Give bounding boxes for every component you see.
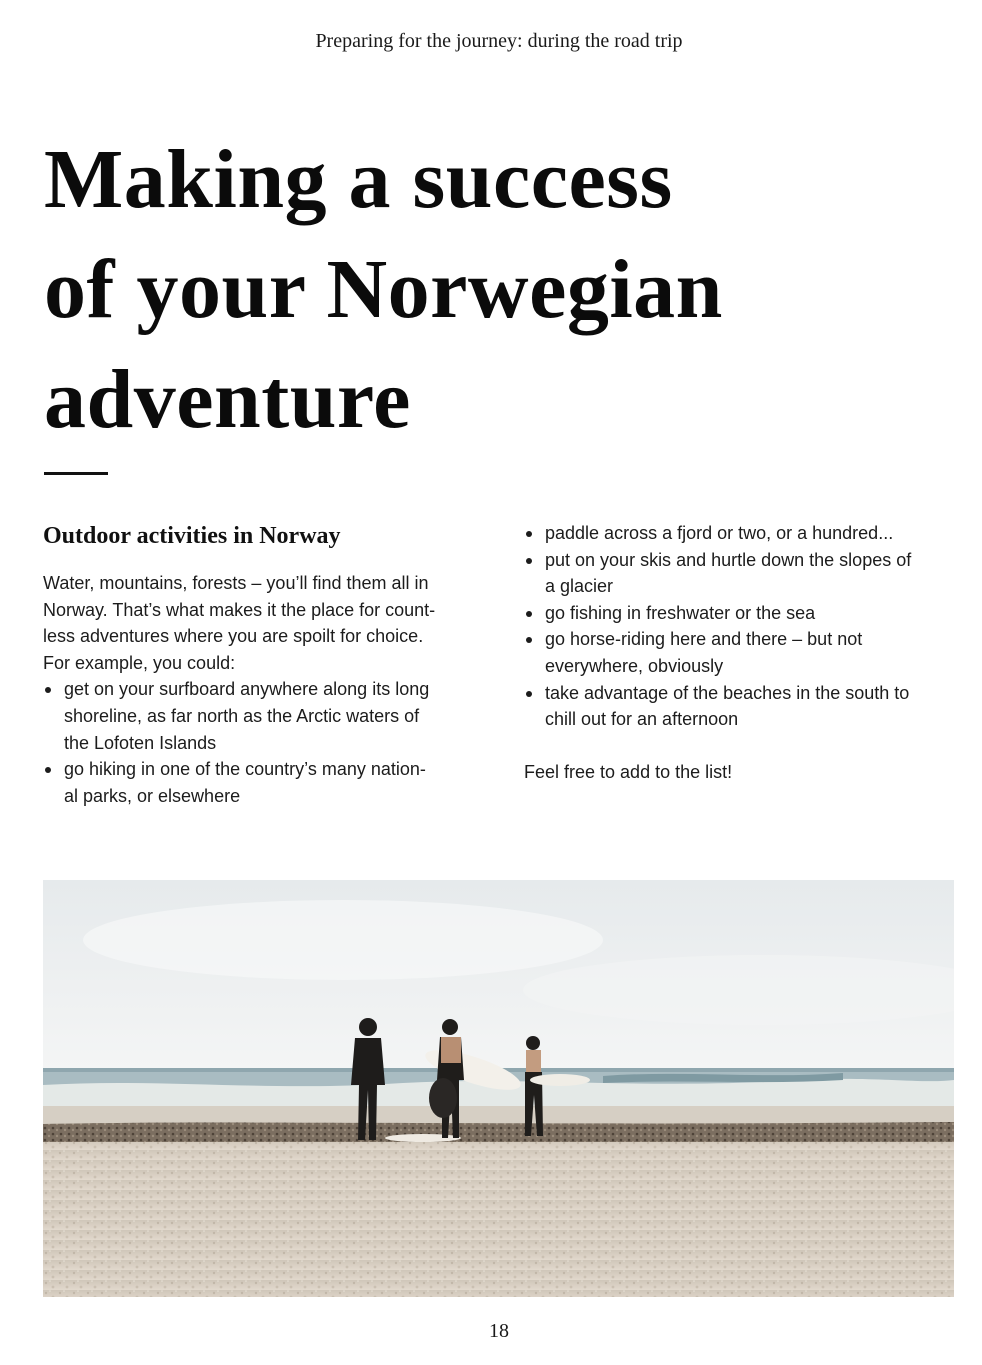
left-column (43, 520, 483, 809)
bullet-dot-icon (526, 691, 532, 697)
beach-surfers-photo (43, 880, 954, 1297)
intro-line: For example, you could: (43, 652, 236, 673)
intro-paragraph (43, 570, 483, 676)
section-heading: Outdoor activities in Norway (43, 523, 341, 549)
bullet-dot-icon (526, 558, 532, 564)
list-item: go hiking in one of the country’s many nation- al parks, or elsewhere (43, 756, 483, 809)
activity-list-left (43, 676, 483, 809)
intro-line: Water, mountains, forests – you’ll find them all in (43, 573, 429, 593)
title-divider (44, 472, 108, 475)
bullet-dot-icon (526, 611, 532, 617)
list-item: get on your surfboard anywhere along its long shoreline, as far north as the Arctic waters of the Lofoten Islands (43, 676, 483, 756)
title-line: adventure (44, 353, 411, 446)
closing-line: Feel free to add to the list! (524, 762, 733, 783)
running-header: Preparing for the journey: during the road trip (315, 30, 683, 52)
bullet-dot-icon (45, 767, 51, 773)
bullet-dot-icon (526, 531, 532, 537)
title-line: of your Norwegian (44, 243, 723, 336)
bullet-dot-icon (45, 687, 51, 693)
bullet-dot-icon (526, 637, 532, 643)
title-line: Making a success (44, 133, 673, 226)
list-item: go fishing in freshwater or the sea (524, 600, 964, 627)
dry-sand (43, 1142, 954, 1297)
list-item: go horse-riding here and there – but not everywhere, obviously (524, 626, 964, 679)
intro-line: less adventures where you are spoilt for choice. (43, 626, 424, 647)
list-item: paddle across a fjord or two, or a hundred... (524, 520, 964, 547)
page-number: 18 (489, 1320, 509, 1342)
list-item: take advantage of the beaches in the south to chill out for an afternoon (524, 680, 964, 733)
list-item: put on your skis and hurtle down the slopes of a glacier (524, 547, 964, 600)
activity-list-right (524, 520, 964, 733)
right-column (524, 520, 964, 786)
intro-line: Norway. That’s what makes it the place for count- (43, 599, 436, 620)
page-title (44, 125, 944, 455)
